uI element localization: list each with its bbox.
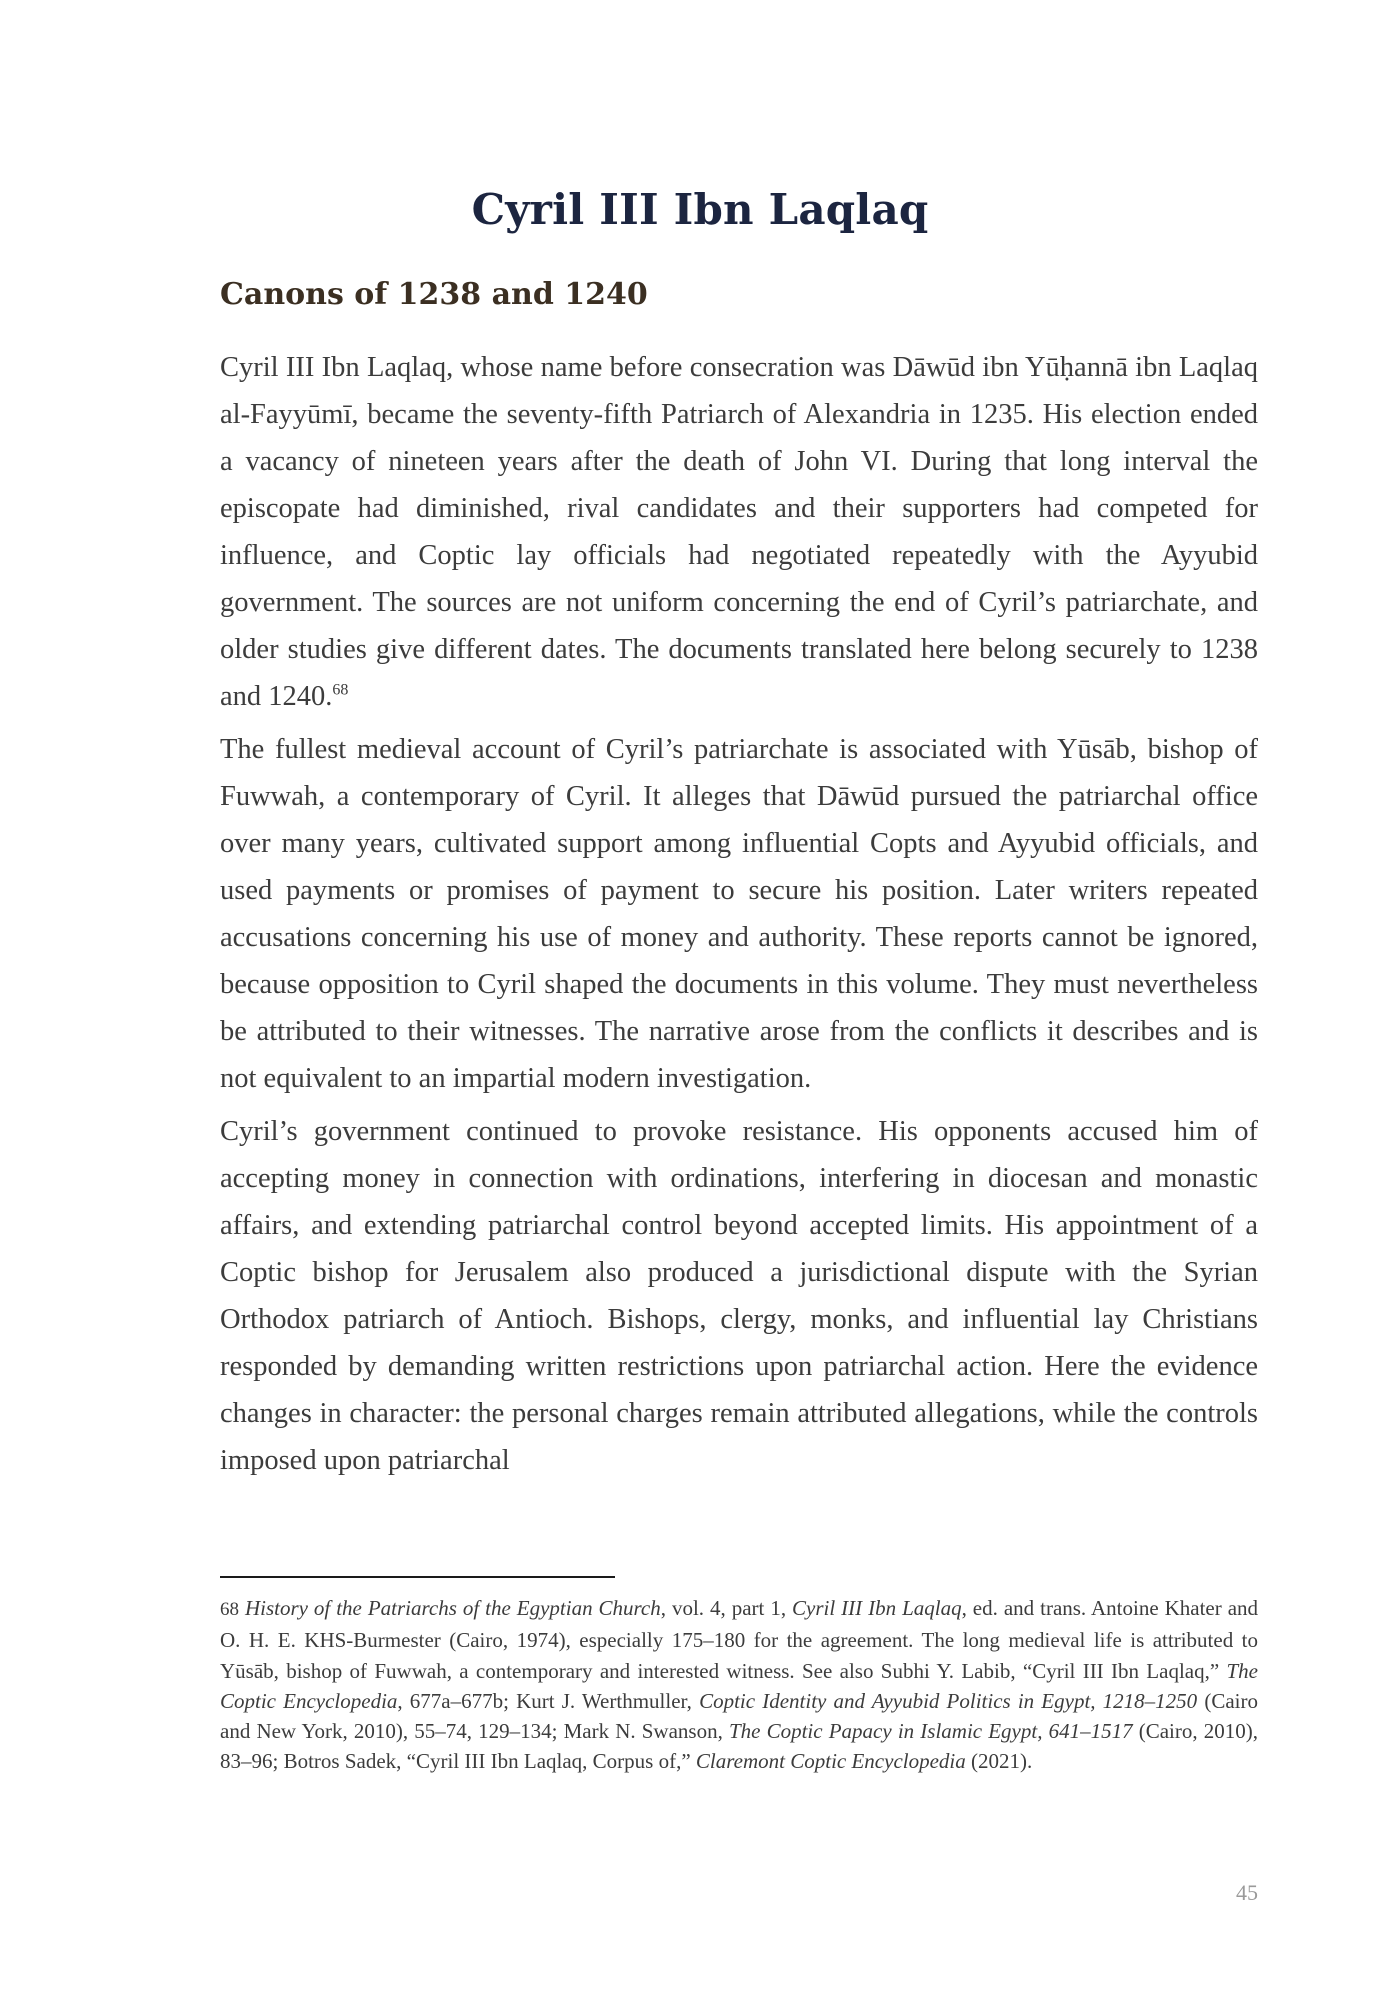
footnote-title-segment: Claremont Coptic Encyclopedia [695, 1749, 966, 1774]
footnote-title-segment: History of the Patriarchs of the Egyptian Church [244, 1596, 661, 1620]
footnote-text-segment: , vol. 4, part 1, [660, 1596, 793, 1620]
footnote-title-segment: Cyril III Ibn Laqlaq [792, 1596, 962, 1620]
paragraph-1-text: Cyril III Ibn Laqlaq, whose name before consecration was Dāwūd ibn Yūḥannā ibn Laqlaq al-Fayyūmī, became the seventy-fifth Patriarch of Alexandria in 1235. His election ended a vacancy of nineteen years after the death of John VI. During that long interval the episcopate had diminished, rival candidates and their supporters had competed for influence, and Coptic lay officials had negotiated repeatedly with the Ayyubid government. The sources are not uniform concerning the end of Cyril’s patriarchate, and older studies give different dates. The documents translated here belong securely to 1238 and 1240. [220, 352, 1258, 712]
footnote-divider [220, 1576, 615, 1578]
footnote-text [220, 1596, 1258, 1773]
paragraph-2: The fullest medieval account of Cyril’s patriarchate is associated with Yūsāb, bishop of Fuwwah, a contemporary of Cyril. It alleges that Dāwūd pursued the patriarchal office over many years, cultivated support among influential Copts and Ayyubid officials, and used payments or promises of payment to secure his position. Later writers repeated accusations concerning his use of money and authority. These reports cannot be ignored, because opposition to Cyril shaped the documents in this volume. They must nevertheless be attributed to their witnesses. The narrative arose from the conflicts it describes and is not equivalent to an impartial modern investigation. [220, 734, 1258, 1094]
footnote-number: 68 [220, 1599, 239, 1620]
footnote-text-segment: (Cairo, 2010), 83–96; Botros Sadek, “Cyril III Ibn Laqlaq, Corpus of,” [220, 1719, 1258, 1774]
page-title: Cyril III Ibn Laqlaq [471, 185, 929, 234]
footnote-title-segment: Coptic Identity and Ayyubid Politics in Egypt, 1218–1250 [699, 1688, 1198, 1713]
footnote-title-segment: The Coptic Papacy in Islamic Egypt, 641–1517 [728, 1719, 1133, 1744]
footnote-text-segment: , ed. and trans. Antoine Khater and O. H. E. KHS-Burmester (Cairo, 1974), especially 175–180 for the agreement. The long medieval life is attributed to Yūsāb, bishop of Fuwwah, a contemporary and interested witness. See also Subhi Y. Labib, “Cyril III Ibn Laqlaq,” [220, 1596, 1259, 1683]
footnotes [220, 1593, 1258, 1777]
footnote-68 [220, 1593, 1258, 1777]
footnote-text-segment: (2021). [965, 1749, 1033, 1774]
section-heading: Canons of 1238 and 1240 [220, 277, 648, 312]
footnote-title-segment: The Coptic Encyclopedia [220, 1658, 1258, 1713]
footnote-text-segment: , 677a–677b; Kurt J. Werthmuller, [397, 1688, 700, 1713]
footnote-reference[interactable]: 68 [332, 681, 349, 699]
paragraph-3: Cyril’s government continued to provoke resistance. His opponents accused him of accepting money in connection with ordinations, interfering in diocesan and monastic affairs, and extending patriarchal control beyond accepted limits. His appointment of a Coptic bishop for Jerusalem also produced a jurisdictional dispute with the Syrian Orthodox patriarch of Antioch. Bishops, clergy, monks, and influential lay Christians responded by demanding written restrictions upon patriarchal action. Here the evidence changes in character: the personal charges remain attributed allegations, while the controls imposed upon patriarchal [220, 1116, 1258, 1476]
paragraph-1 [220, 344, 1258, 720]
footnote-text-segment: (Cairo and New York, 2010), 55–74, 129–134; Mark N. Swanson, [220, 1688, 1258, 1744]
page-number: 45 [1236, 1880, 1258, 1905]
body-text [220, 344, 1258, 1490]
